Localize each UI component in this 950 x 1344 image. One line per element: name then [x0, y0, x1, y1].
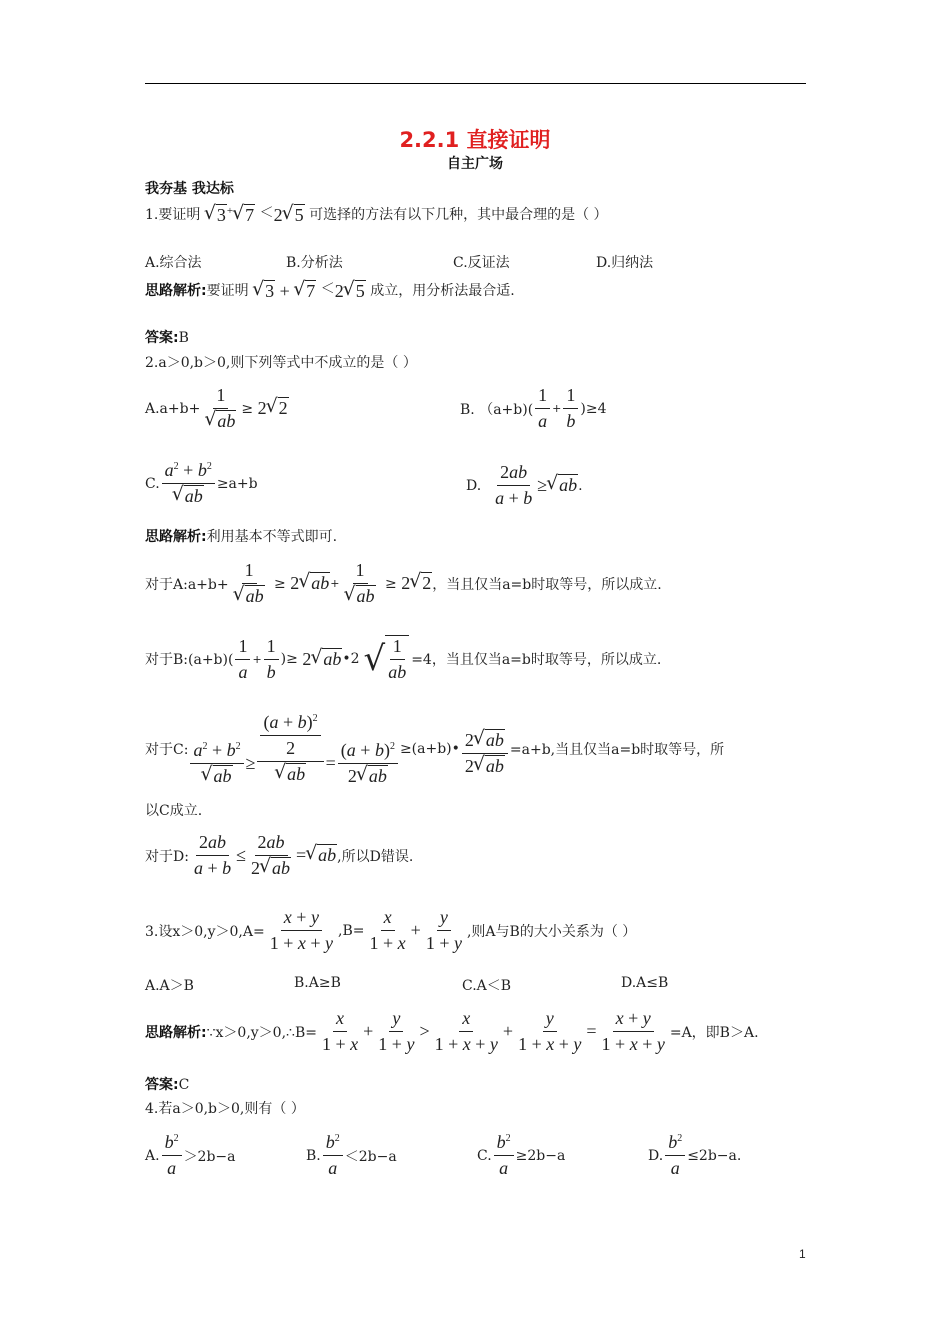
q3-analysis — [145, 1008, 759, 1055]
q2-analysis — [145, 526, 337, 546]
q3-an-frac2: $\frac{y}{1 + y}$ — [378, 1008, 415, 1054]
q2-option-b — [460, 385, 606, 432]
q1-answer-label: 答案: — [145, 330, 179, 346]
q2-opt-c-text: C. — [145, 475, 160, 492]
q2-opt-a-rhs: 2√ 2 — [253, 398, 289, 419]
q2-for-c-ge: ≥ — [245, 753, 256, 773]
q2-opt-a-frac: 1 √ ab — [202, 385, 239, 432]
q4-opt-a-rel: ＞2b−a — [183, 1148, 236, 1165]
q2-opt-d-text: D. — [466, 477, 482, 494]
q2-for-a-mid: 2√ ab — [286, 573, 331, 594]
page-subtitle: 自主广场 — [447, 156, 503, 172]
q4-opt-b-label: B. — [306, 1147, 321, 1164]
q3-an-plus2: + — [502, 1021, 514, 1041]
q2-for-b-end: =4，当且仅当a=b时取等号，所以成立. — [411, 652, 662, 668]
q2-opt-c-frac: $a^2 + b^2$ √ ab — [162, 460, 215, 507]
q4-opt-d-rel: ≤2b−a. — [687, 1147, 742, 1164]
q2-for-a-frac2: 1 √ ab — [342, 560, 379, 607]
q2-for-a-ge2: ≥ — [380, 575, 397, 592]
q4-option-a — [145, 1132, 236, 1179]
q1-analysis-formula: √ 3 + √ 7 ＜2√ 5 — [249, 278, 371, 302]
q2-for-c-frac3: $\frac{(a + b)^2}{2√ ab}$ — [338, 740, 398, 787]
q4-stem: 4.若a＞0,b＞0,则有（ ） — [145, 1101, 305, 1117]
q3-b-frac2: $\frac{y}{1 + y}$ — [425, 907, 462, 953]
q2-analysis-text: 利用基本不等式即可. — [206, 529, 338, 545]
q2-for-b-plus: + — [252, 652, 262, 666]
q3-analysis-prefix: ∵x＞0,y＞0,∴B= — [206, 1024, 317, 1041]
q2-for-d — [145, 832, 413, 879]
q2-opt-d-end: . — [578, 477, 583, 494]
q2-for-d-text: 对于D: — [145, 848, 189, 865]
q2-opt-b-plus: + — [552, 402, 562, 415]
q2-opt-a-text: A.a+b+ — [145, 400, 201, 417]
q2-analysis-label: 思路解析: — [145, 529, 207, 545]
q2-option-d — [466, 462, 583, 509]
q3-stem-suffix: ,则A与B的大小关系为（ ） — [466, 923, 637, 940]
q1-answer-value: B — [178, 330, 189, 346]
q2-for-b-frac1: $\frac{1}{a}$ — [235, 636, 250, 683]
q2-for-c-text: 对于C: — [145, 741, 189, 758]
q3-b-plus: + — [410, 920, 421, 940]
q2-for-c — [145, 710, 724, 787]
q2-for-b-dot: •2 — [342, 651, 360, 667]
q2-for-d-end: ,所以D错误. — [337, 848, 414, 865]
q2-opt-b-frac1: $\frac{1}{a}$ — [535, 385, 550, 432]
q4-option-d — [648, 1132, 741, 1179]
q2-for-b-sqrt: 2√ ab — [298, 649, 343, 670]
q3-stem — [145, 907, 636, 954]
q2-for-b-mid: )≥ — [280, 651, 298, 667]
q2-opt-b-text: B. （a+b)( — [460, 401, 534, 418]
q3-option-a: A.A＞B — [145, 978, 194, 994]
q1-analysis-suffix: 成立，用分析法最合适. — [370, 283, 515, 299]
q3-b-frac1: $\frac{x}{1 + x}$ — [369, 907, 406, 953]
q4-opt-c-frac: $\frac{b^2}{a}$ — [494, 1132, 514, 1179]
q2-opt-b-end: )≥4 — [580, 400, 607, 417]
q2-for-c-end: =a+b,当且仅当a=b时取等号，所 — [509, 741, 725, 758]
q3-an-plus1: + — [363, 1021, 374, 1041]
q3-a-frac: $\frac{x + y}{1 + x + y}$ — [269, 907, 334, 953]
q2-stem: 2.a＞0,b＞0,则下列等式中不成立的是（ ） — [145, 355, 417, 371]
q2-for-c-frac1: $a^2 + b^2$ √ ab — [190, 740, 243, 787]
q1-option-c: C.反证法 — [453, 255, 510, 271]
q3-option-d: D.A≤B — [621, 975, 669, 991]
q1-analysis-prefix: 要证明 — [206, 283, 249, 299]
q2-option-a — [145, 385, 289, 432]
q3-an-frac5: $\frac{x + y}{1 + x + y}$ — [601, 1008, 665, 1054]
q1-inequality: √ 3+√ 7 ＜2√ 5 — [200, 202, 309, 226]
q3-analysis-label: 思路解析: — [145, 1024, 207, 1041]
q2-for-d-rhs: =√ ab — [296, 845, 337, 866]
q2-for-c-eq: = — [325, 753, 336, 773]
q2-for-b-frac2: $\frac{1}{b}$ — [264, 636, 279, 683]
q1-analysis-label: 思路解析: — [145, 283, 207, 299]
q4-opt-b-rel: ＜2b−a — [344, 1148, 397, 1165]
q2-for-b-text: 对于B:(a+b)( — [145, 652, 234, 668]
q2-opt-d-rhs: ≥√ ab — [537, 475, 578, 496]
q3-an-eq: = — [586, 1021, 597, 1041]
q3-option-b: B.A≥B — [294, 975, 341, 991]
page-number: 1 — [799, 1247, 806, 1261]
q2-for-d-frac1: $\frac{2ab}{a + b}$ — [193, 832, 232, 878]
q1-answer — [145, 327, 189, 347]
q2-for-c-mid: ≥(a+b)• — [399, 740, 460, 757]
q4-opt-c-rel: ≥2b−a — [515, 1147, 566, 1164]
q3-answer-label: 答案: — [145, 1077, 179, 1093]
q3-stem-b: ,B= — [338, 922, 365, 939]
q2-for-c-frac4: $\frac{2√ ab}{2√ ab}$ — [462, 730, 508, 777]
q2-for-c-cont: 以C成立. — [145, 803, 203, 819]
section-heading: 我夯基 我达标 — [145, 181, 234, 197]
q2-for-a-frac1: 1 √ ab — [231, 560, 268, 607]
q2-for-a-plus: + — [330, 577, 340, 590]
q4-option-b — [306, 1132, 397, 1179]
q3-option-c: C.A＜B — [462, 978, 512, 994]
q3-an-frac1: $\frac{x}{1 + x}$ — [321, 1008, 359, 1054]
q3-an-frac4: $\frac{y}{1 + x + y}$ — [518, 1008, 582, 1054]
q2-opt-c-end: ≥a+b — [216, 475, 258, 492]
q1-stem-suffix: 可选择的方法有以下几种，其中最合理的是（ ） — [309, 207, 608, 223]
q3-an-gt: > — [419, 1021, 430, 1041]
q1-stem-prefix: 1.要证明 — [145, 207, 201, 223]
q3-analysis-suffix: =A，即B＞A. — [669, 1024, 759, 1041]
q4-opt-c-label: C. — [477, 1147, 492, 1164]
page-title: 2.2.1 直接证明 — [399, 128, 551, 152]
q2-opt-d-frac: $\frac{2ab}{a + b}$ — [495, 462, 533, 508]
q4-opt-b-frac: $\frac{b^2}{a}$ — [323, 1132, 343, 1179]
q4-opt-a-label: A. — [145, 1147, 160, 1164]
q1-analysis — [145, 278, 515, 302]
q2-for-a-ge1: ≥ — [269, 575, 286, 592]
q3-stem-prefix: 3.设x＞0,y＞0,A= — [145, 923, 265, 940]
q4-opt-d-frac: $\frac{b^2}{a}$ — [665, 1132, 685, 1179]
q2-for-a-text: 对于A:a+b+ — [145, 576, 229, 593]
q2-for-a-end: ，当且仅当a=b时取等号，所以成立. — [432, 576, 662, 593]
q4-opt-d-label: D. — [648, 1147, 664, 1164]
header-rule — [145, 83, 806, 84]
q2-for-a — [145, 560, 662, 607]
q3-answer — [145, 1074, 189, 1094]
q1-option-b: B.分析法 — [286, 255, 343, 271]
q2-for-b — [145, 635, 661, 683]
q2-option-c — [145, 460, 258, 507]
q1-stem — [145, 202, 608, 226]
q2-for-a-rhs: 2√ 2 — [397, 573, 433, 594]
q2-opt-a-ge: ≥ — [241, 400, 254, 417]
q3-an-frac3: $\frac{x}{1 + x + y}$ — [434, 1008, 498, 1054]
q2-for-d-frac2: $\frac{2ab}{2√ ab}$ — [248, 832, 294, 879]
q2-for-c-frac2: $\frac{(a + b)^2}{2}$ √ ab — [257, 712, 323, 785]
q2-for-d-le: ≤ — [236, 845, 246, 865]
q4-opt-a-frac: $\frac{b^2}{a}$ — [162, 1132, 182, 1179]
q1-option-a: A.综合法 — [145, 255, 202, 271]
q3-answer-value: C — [178, 1077, 190, 1093]
q4-option-c — [477, 1132, 565, 1179]
q2-opt-b-frac2: $\frac{1}{b}$ — [563, 385, 578, 432]
q2-for-b-bigsqrt: √ $\frac{1}{ab}$ — [364, 635, 412, 683]
q1-option-d: D.归纳法 — [596, 255, 654, 271]
